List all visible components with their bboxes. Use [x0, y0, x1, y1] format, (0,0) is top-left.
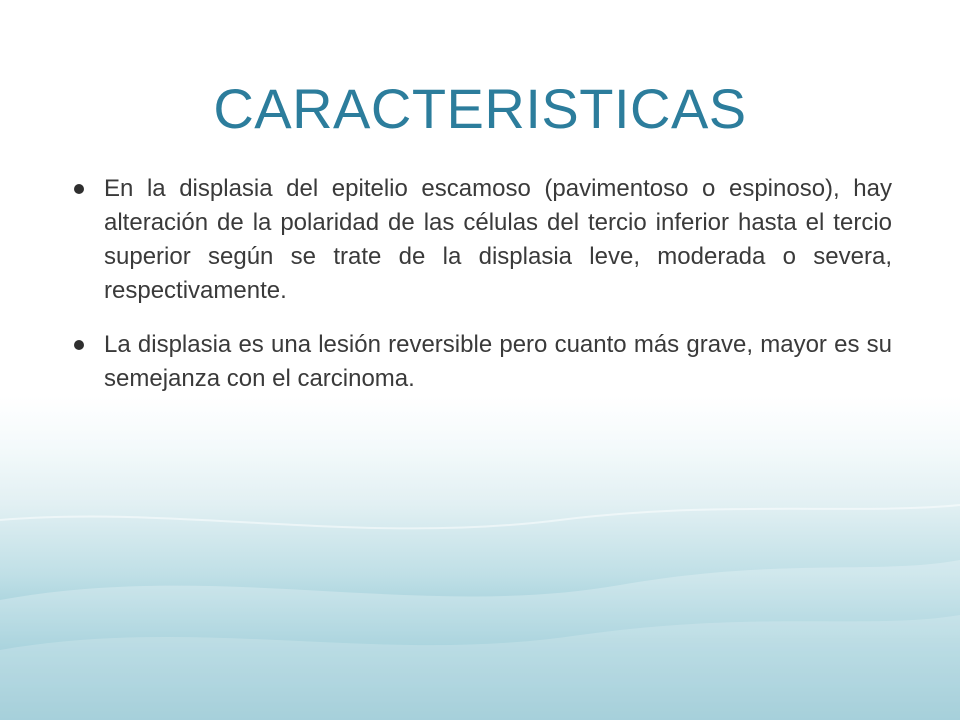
- slide-title: CARACTERISTICAS: [213, 77, 747, 140]
- bullet-dot-icon: [74, 340, 84, 350]
- bullet-dot-icon: [74, 184, 84, 194]
- bullet-list: [70, 172, 892, 416]
- list-item: [70, 328, 892, 396]
- list-item: [70, 172, 892, 308]
- bullet-text: La displasia es una lesión reversible pero cuanto más grave, mayor es su semejanza con el carcinoma.: [104, 331, 892, 392]
- bullet-text: En la displasia del epitelio escamoso (pavimentoso o espinoso), hay alteración de la polaridad de las células del tercio inferior hasta el tercio superior según se trate de la displasia leve, moderada o severa, respectivamente.: [104, 175, 892, 304]
